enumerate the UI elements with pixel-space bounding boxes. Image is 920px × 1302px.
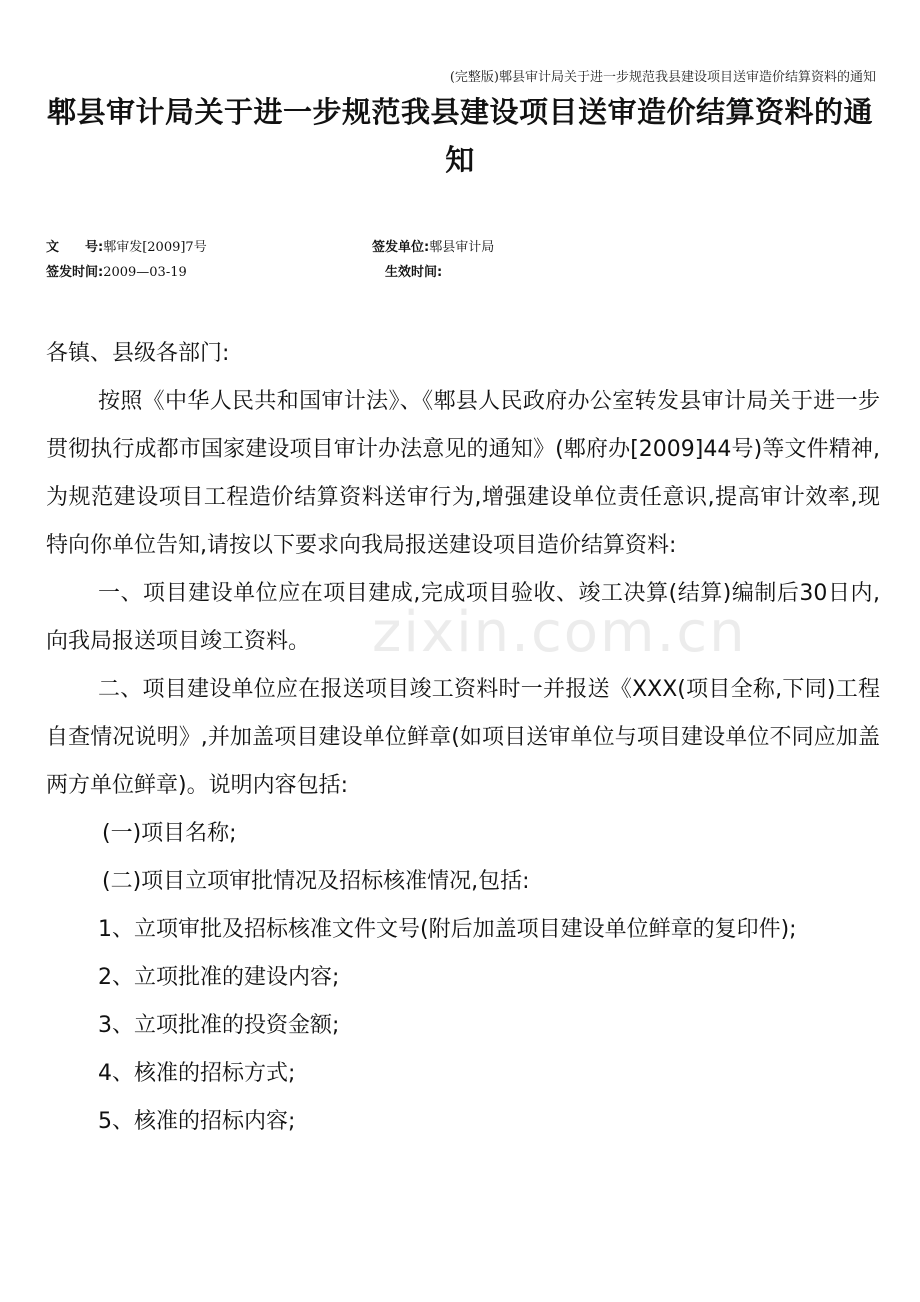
effective-date-label: 生效时间: (385, 265, 443, 280)
issue-date-label: 签发时间: (46, 265, 104, 280)
issuer-label: 签发单位: (372, 240, 430, 255)
list-item: 5、核准的招标内容; (98, 1109, 296, 1134)
list-item: 3、立项批准的投资金额; (98, 1013, 340, 1038)
issuer (372, 236, 494, 255)
item-1: 一、项目建设单位应在项目建成,完成项目验收、竣工决算(结算)编制后30日内,向我局报送项目竣工资料。 (46, 581, 880, 654)
running-header: (完整版)郫县审计局关于进一步规范我县建设项目送审造价结算资料的通知 (449, 70, 876, 85)
list-item: 2、立项批准的建设内容; (98, 965, 340, 990)
doc-number (46, 236, 207, 255)
issue-date-value: 2009—03-19 (103, 265, 187, 280)
doc-number-label: 文 号: (46, 240, 104, 255)
document-body (46, 330, 880, 1146)
intro-paragraph: 按照《中华人民共和国审计法》、《郫县人民政府办公室转发县审计局关于进一步贯彻执行成都市国家建设项目审计办法意见的通知》(郫府办[2009]44号)等文件精神,为规范建设项目工程造价结算资料送审行为,增强建设单位责任意识,提高审计效率,现特向你单位告知,请按以下要求向我局报送建设项目造价结算资料: (46, 389, 880, 558)
effective-date (385, 261, 442, 280)
list-item: 4、核准的招标方式; (98, 1061, 296, 1086)
doc-number-value: 郫审发[2009]7号 (103, 240, 207, 255)
document-title: 郫县审计局关于进一步规范我县建设项目送审造价结算资料的通知 (46, 95, 873, 177)
item-2: 二、项目建设单位应在报送项目竣工资料时一并报送《XXX(项目全称,下同)工程自查情况说明》,并加盖项目建设单位鲜章(如项目送审单位与项目建设单位不同应加盖两方单位鲜章)。说明内容包括: (46, 677, 880, 798)
issuer-value: 郫县审计局 (429, 240, 495, 255)
salutation: 各镇、县级各部门: (46, 341, 230, 366)
issue-date (46, 261, 187, 280)
sub-item-2: (二)项目立项审批情况及招标核准情况,包括: (102, 869, 530, 894)
sub-item-1: (一)项目名称; (102, 821, 237, 846)
watermark: zixin.com.cn (372, 600, 747, 665)
list-item: 1、立项审批及招标核准文件文号(附后加盖项目建设单位鲜章的复印件); (98, 917, 797, 942)
